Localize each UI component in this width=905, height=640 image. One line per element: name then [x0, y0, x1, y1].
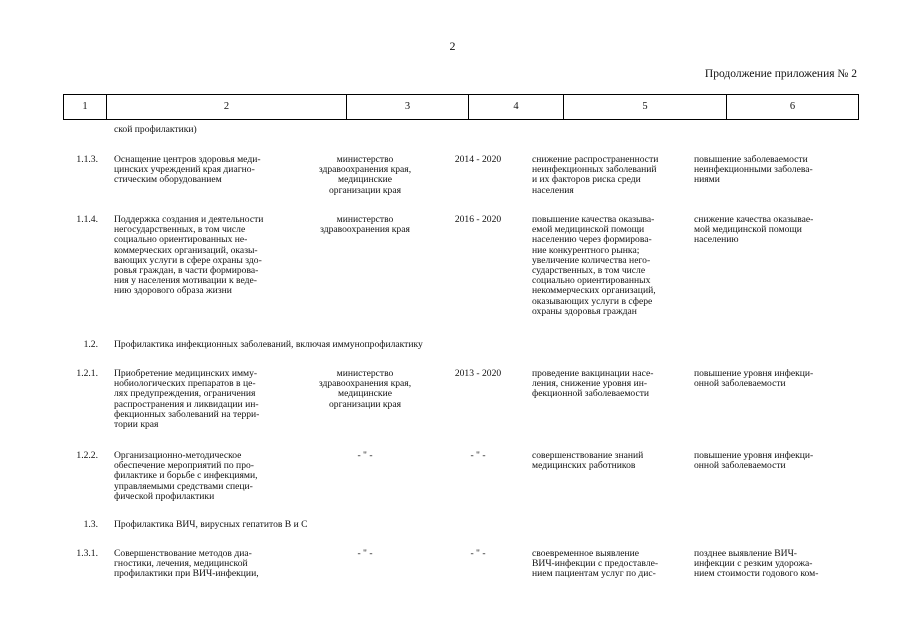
executor: - " -: [357, 548, 373, 559]
column-header: 3: [347, 95, 469, 120]
period: - " -: [470, 548, 486, 559]
section-title: Профилактика инфекционных заболеваний, включая иммунопрофилактику: [114, 339, 423, 350]
period: - " -: [470, 450, 486, 461]
consequence: позднее выявление ВИЧ- инфекции с резким удорожа- нием стоимости годового ком-: [694, 548, 819, 580]
appendix-title: Продолжение приложения № 2: [704, 68, 857, 80]
section-title: Профилактика ВИЧ, вирусных гепатитов В и С: [114, 519, 308, 530]
continuation-text: ской профилактики): [114, 124, 197, 135]
executor: - " -: [357, 450, 373, 461]
period: 2014 - 2020: [454, 154, 502, 165]
period: 2016 - 2020: [454, 214, 502, 225]
section-number: 1.3.: [83, 519, 98, 530]
row-number: 1.2.2.: [76, 450, 98, 461]
row-number: 1.1.4.: [76, 214, 98, 225]
measure-name: Поддержка создания и деятельности негосударственных, в том числе социально ориентированных не- коммерческих организаций, оказы- вающих услуги в сфере охраны здо- ровья граждан, в части формирова- ния у населения мотивации к веде- нию здорового образа жизни: [114, 214, 264, 297]
row-number: 1.2.1.: [76, 368, 98, 379]
measure-name: Приобретение медицинских имму- нобиологических препаратов в це- лях предупреждения, ограничения распространения и ликвидации ин- фекционных заболеваний на терри- тории края: [114, 368, 260, 431]
column-header: 2: [107, 95, 347, 120]
consequence: снижение качества оказывае- мой медицинской помощи населению: [694, 214, 814, 246]
expected-result: своевременное выявление ВИЧ-инфекции с предоставле- нием пациентам услуг по дис-: [532, 548, 659, 580]
column-header: 1: [64, 95, 107, 120]
measure-name: Оснащение центров здоровья меди- цинских учреждений края диагно- стическим оборудованием: [114, 154, 261, 186]
executor: министерство здравоохранения края: [320, 214, 410, 236]
column-header: 4: [469, 95, 564, 120]
row-number: 1.1.3.: [76, 154, 98, 165]
measure-name: Организационно-методическое обеспечение мероприятий по про- филактике и борьбе с инфекциями, управляемыми средствами специ- фической профилактики: [114, 450, 258, 502]
column-header: 6: [727, 95, 859, 120]
executor: министерство здравоохранения края, медицинские организации края: [318, 368, 412, 410]
expected-result: совершенствование знаний медицинских работников: [532, 450, 644, 472]
executor: министерство здравоохранения края, медицинские организации края: [318, 154, 412, 196]
expected-result: проведение вакцинации насе- ления, снижение уровня ин- фекционной заболеваемости: [532, 368, 654, 400]
consequence: повышение заболеваемости неинфекционными заболева- ниями: [694, 154, 813, 186]
expected-result: снижение распространенности неинфекционных заболеваний и их факторов риска среди населения: [532, 154, 659, 196]
expected-result: повышение качества оказыва- емой медицинской помощи населению через формирова- ние конкурентного рынка; увеличение количества него- сударственных, в том числе социально ориентированных некоммерческих организаций, оказывающих услуги в сфере охраны здоровья граждан: [532, 214, 656, 317]
column-header: 5: [564, 95, 727, 120]
page-number: 2: [449, 39, 456, 53]
section-number: 1.2.: [83, 339, 98, 350]
column-header-table: [63, 94, 859, 120]
consequence: повышение уровня инфекци- онной заболеваемости: [694, 450, 814, 472]
row-number: 1.3.1.: [76, 548, 98, 559]
consequence: повышение уровня инфекци- онной заболеваемости: [694, 368, 814, 390]
measure-name: Совершенствование методов диа- гностики, лечения, медицинской профилактики при ВИЧ-инфекции,: [114, 548, 259, 580]
period: 2013 - 2020: [454, 368, 502, 379]
